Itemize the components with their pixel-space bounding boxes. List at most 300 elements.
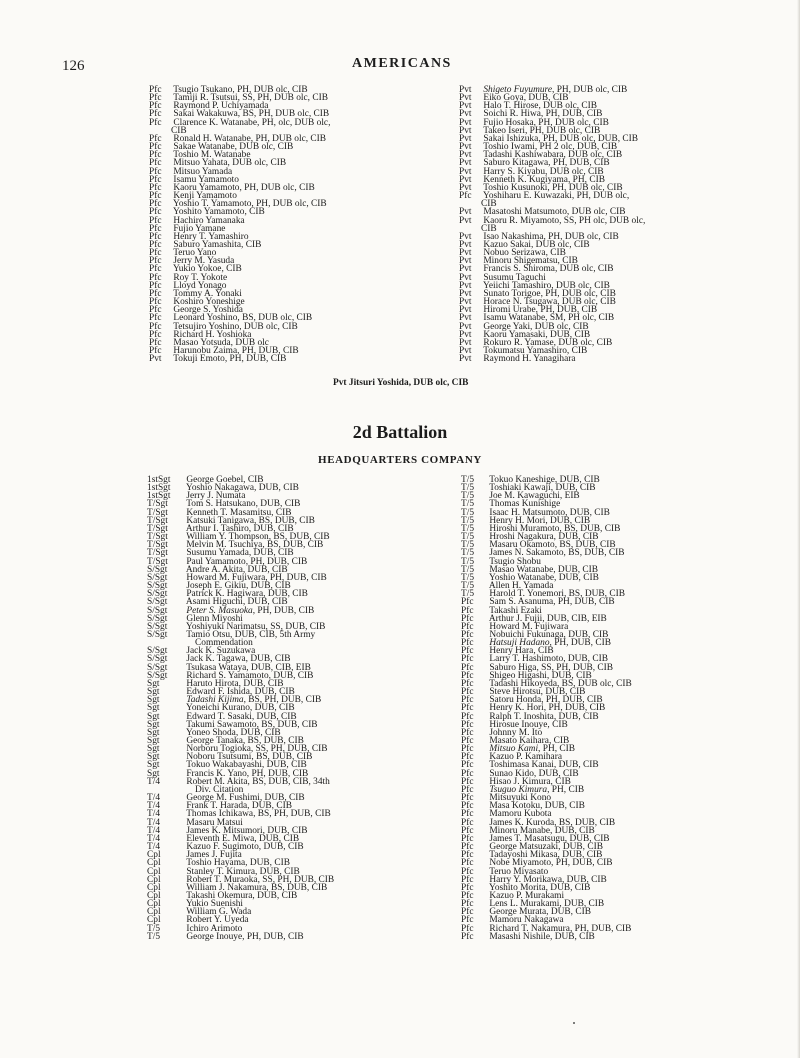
entry-text: Leonard Yoshino, BS, DUB olc, CIB [173,313,313,324]
rank-label: Pvt [459,248,472,259]
entry-text: Mitsuo Kami, PH, CIB [489,744,576,755]
rank-label: Pfc [149,231,162,242]
rank-label: T/Sgt [147,507,168,518]
rank-label: T/5 [461,499,475,510]
entry-text: Mamoru Nakagawa [489,915,564,926]
entry-text: CIB [171,125,187,136]
entry-text: Masao Watanabe, DUB, CIB [489,564,599,575]
rank-label: T/Sgt [147,523,168,534]
rank-label: T/Sgt [147,548,168,559]
entry-text: Henry H. Mori, DUB, CIB [489,515,591,526]
rank-label: Sgt [147,752,160,763]
rank-label: Pfc [149,280,162,291]
entry-text: Noboru Tsutsumi, BS, DUB, CIB [186,752,313,763]
rank-label: Pfc [149,297,162,308]
rank-label: T/5 [461,475,475,485]
entry-text: George Tanaka, BS, DUB, CIB [186,736,304,746]
roster-column-top-right [459,86,645,363]
rank-label: Sgt [147,727,160,738]
rank-label: Pfc [461,760,474,771]
entry-text: Mitsuyuki Kono [489,793,552,804]
rank-label: S/Sgt [147,670,168,681]
entry-text: Raymond H. Yanagihara [483,354,576,365]
entry-text: Toshimasa Kanai, DUB, CIB [489,760,599,771]
rank-label: Pfc [461,687,474,698]
entry-text: Minoru Shigematsu, CIB [483,256,578,267]
rank-label: T/4 [147,801,161,812]
rank-label: S/Sgt [147,581,168,592]
rank-label: T/5 [461,581,475,592]
rank-label: T/5 [461,523,475,534]
rank-label: Pfc [149,191,162,202]
rank-label: Pfc [461,784,474,795]
entry-text: Shigeto Fuyumure, PH, DUB olc, CIB [483,85,628,95]
rank-label: Pvt [459,264,472,275]
entry-text: Glenn Miyoshi [186,613,243,624]
rank-label: Pvt [149,354,162,365]
entry-text: Stanley T. Kimura, DUB, CIB [186,866,300,877]
rank-label: Pvt [459,207,472,218]
entry-text: Saburo Higa, SS, PH, DUB, CIB [489,662,614,673]
entry-text: George Inouye, PH, DUB, CIB [186,931,304,942]
rank-label: Cpl [147,915,161,926]
rank-label: Pfc [461,646,474,657]
entry-text: Lens L. Murakami, DUB, CIB [489,899,605,910]
entry-text: James K. Kuroda, BS, DUB, CIB [489,817,616,828]
entry-text: Hachiro Yamanaka [173,215,245,226]
rank-label: Pfc [461,817,474,828]
rank-label: Pfc [149,142,162,153]
rank-label: Cpl [147,899,161,910]
entry-text: Takashi Okemura, DUB, CIB [186,890,298,901]
entry-text: Tom S. Hatsukano, DUB, CIB [186,499,301,510]
rank-label: Pvt [459,272,472,283]
rank-label: Pfc [461,752,474,763]
rank-label: Pvt [459,288,472,299]
entry-text: Steve Hirotsu, DUB, CIB [489,687,586,698]
entry-text: Rokuro R. Yamase, DUB olc, CIB [483,337,613,348]
rank-label: Pfc [149,182,162,193]
rank-label: Pvt [459,313,472,324]
entry-text: Eiko Goya, DUB, CIB [483,93,569,104]
rank-label: Pfc [149,166,162,177]
roster-entry [147,933,334,941]
entry-text: Nobuo Serizawa, CIB [483,248,566,259]
rank-label: Pvt [459,101,472,112]
entry-text: Hroshi Nagakura, DUB, CIB [489,532,599,543]
rank-label: Pfc [461,605,474,616]
entry-text: Yoshito Morita, DUB, CIB [489,882,591,893]
rank-label: Pvt [459,166,472,177]
roster-footer-entry: Pvt Jitsuri Yoshida, DUB olc, CIB [333,378,469,388]
entry-text: Hiroshi Muramoto, BS, DUB, CIB [489,523,621,534]
rank-label: Pfc [461,858,474,869]
entry-text: Tadashi Kashiwabara, DUB olc, CIB [483,150,623,161]
entry-text: Yoshio T. Yamamoto, PH, DUB olc, CIB [173,199,327,210]
entry-text: George Goebel, CIB [186,475,264,485]
rank-label: Cpl [147,850,161,861]
rank-label: Pvt [459,117,472,128]
entry-text: Patrick K. Hagiwara, DUB, CIB [186,589,308,600]
entry-text: Frank T. Harada, DUB, CIB [186,801,292,812]
entry-text: Sam S. Asanuma, PH, DUB, CIB [489,597,615,608]
entry-text: Melvin M. Tsuchiya, BS, DUB, CIB [186,540,324,551]
rank-label: T/5 [461,507,475,518]
rank-label: Sgt [147,678,160,689]
rank-label: Pfc [461,907,474,918]
entry-text: CIB [481,199,497,210]
entry-text: James N. Sakamoto, BS, DUB, CIB [489,548,625,559]
entry-text: Tadashi Kijima, BS, PH, DUB, CIB [186,695,322,706]
rank-label: Pfc [461,842,474,853]
entry-text: Tadayoshi Mikasa, DUB, CIB [489,850,603,861]
rank-label: T/Sgt [147,515,168,526]
rank-label: T/5 [461,564,475,575]
entry-text: James J. Fujita [186,850,242,861]
rank-label: Pvt [459,354,472,365]
entry-text: George Yaki, DUB olc, CIB [483,321,589,332]
rank-label: Pfc [149,85,162,95]
rank-label: Pfc [149,256,162,267]
entry-text: Isaac H. Matsumoto, DUB, CIB [489,507,610,518]
rank-label: Pfc [149,313,162,324]
entry-text: Katsuki Tanigawa, BS, DUB, CIB [186,515,315,526]
entry-text: Susumu Taguchi [483,272,546,283]
entry-text: Kazuo Sakai, DUB olc, CIB [483,239,590,250]
rank-label: Pvt [459,280,472,291]
entry-text: Harry Y. Morikawa, DUB, CIB [489,874,607,885]
rank-label: S/Sgt [147,597,168,608]
entry-text: Edward F. Ishida, DUB, CIB [186,687,295,698]
entry-text: Asami Higuchi, DUB, CIB [185,597,288,608]
rank-label: Pfc [461,744,474,755]
rank-label: S/Sgt [147,589,168,600]
entry-text: Teruo Miyasato [489,866,549,877]
rank-label: Pvt [459,329,472,340]
rank-label: Pfc [461,654,474,665]
entry-text: Takashi Ezaki [489,605,542,616]
entry-text: Jerry M. Yasuda [173,256,235,267]
entry-text: Satoru Honda, PH, DUB, CIB [489,695,603,706]
rank-label: Pfc [461,662,474,673]
entry-text: Kenji Yamamoto [173,191,237,202]
rank-label: Pvt [459,256,472,267]
rank-label: Pfc [461,613,474,624]
rank-label: Sgt [147,760,160,771]
entry-text: William Y. Thompson, BS, DUB, CIB [186,532,330,543]
entry-text: Roy T. Yokote [173,272,228,283]
entry-text: Sakai Ishizuka, PH, DUB olc, DUB, CIB [483,133,639,144]
rank-label: Pfc [461,923,474,934]
rank-label: T/5 [461,572,475,583]
entry-text: Yoshiyuki Narimatsu, SS, DUB, CIB [186,621,326,632]
entry-text: Tetsujiro Yoshino, DUB olc, CIB [173,321,298,332]
rank-label: Sgt [147,703,160,714]
rank-label: S/Sgt [147,662,168,673]
rank-label: S/Sgt [147,605,168,616]
entry-text: Hiromi Urabe, PH, DUB, CIB [483,305,598,316]
rank-label: Pvt [459,85,472,95]
rank-label: Pfc [461,629,474,640]
rank-label: Pfc [149,288,162,299]
entry-text: Toshiaki Kawaji, DUB, CIB [489,483,596,494]
rank-label: T/Sgt [147,499,168,510]
entry-text: Tokuo Wakabayashi, DUB, CIB [186,760,307,771]
entry-text: Raymond P. Uchiyamada [173,101,269,112]
entry-text: Jack K. Tagawa, DUB, CIB [186,654,291,665]
entry-text: Richard H. Yoshioka [173,329,252,340]
rank-label: Cpl [147,882,161,893]
entry-text: Fujio Yamane [173,223,226,234]
entry-text: Sakai Wakakuwa, BS, PH, DUB olc, CIB [173,109,330,120]
roster-entry [149,355,330,363]
rank-label: Pfc [461,825,474,836]
rank-label: Pfc [149,248,162,259]
entry-text: Isao Nakashima, PH, DUB olc, CIB [483,231,619,242]
rank-label: S/Sgt [147,621,168,632]
rank-label: T/5 [461,548,475,559]
roster-column-top-left [149,86,330,363]
entry-text: Hatsuji Hadano, PH, DUB, CIB [489,638,611,649]
entry-text: William G. Wada [186,907,252,918]
rank-label: T/5 [461,491,475,502]
rank-label: Pvt [459,321,472,332]
print-speck [573,1022,575,1024]
page-number: 126 [62,58,85,74]
rank-label: T/4 [147,825,161,836]
rank-label: Pfc [459,191,472,202]
entry-text: Masatoshi Matsumoto, DUB olc, CIB [483,207,626,218]
rank-label: Pfc [461,703,474,714]
rank-label: 1stSgt [147,483,171,494]
entry-text: Yoshio Watanabe, DUB, CIB [489,572,599,583]
rank-label: Pfc [149,207,162,218]
entry-text: George Murata, DUB, CIB [489,907,591,918]
rank-label: Pvt [459,109,472,120]
entry-text: Arthur I. Tashiro, DUB, CIB [185,523,294,534]
rank-label: Pvt [459,93,472,104]
rank-label: Cpl [147,866,161,877]
rank-label: T/4 [147,842,161,853]
rank-label: Pvt [459,337,472,348]
rank-label: Pvt [459,133,472,144]
rank-label: S/Sgt [147,629,168,640]
rank-label: Cpl [147,907,161,918]
entry-text: Ichiro Arimoto [186,923,243,934]
entry-text: Kenneth T. Masamitsu, CIB [186,507,292,518]
rank-label: Pfc [149,346,162,356]
entry-text: Harry S. Kiyabu, DUB olc, CIB [483,166,604,177]
entry-text: Sunao Kido, DUB, CIB [489,768,579,779]
entry-text: Lloyd Yonago [173,280,227,291]
entry-text: Arthur J. Fujii, DUB, CIB, EIB [488,613,607,624]
entry-text: Sunato Torigoe, PH, DUB olc, CIB [483,288,616,299]
entry-text: Isamu Yamamoto [173,174,239,185]
rank-label: Pfc [149,329,162,340]
rank-label: Pfc [461,727,474,738]
rank-label: T/Sgt [147,532,168,543]
entry-text: Saburo Kitagawa, PH, DUB, CIB [483,158,610,169]
entry-text: Francis K. Yano, PH, DUB, CIB [186,768,309,779]
entry-text: Yoneo Shoda, DUB, CIB [186,727,281,738]
entry-text: Div. Citation [195,784,244,795]
entry-text: Masashi Nishile, DUB, CIB [489,931,595,942]
rank-label: T/5 [461,589,475,600]
entry-text: Richard S. Yamamoto, DUB, CIB [186,670,314,681]
entry-text: Toshio M. Watanabe [173,150,251,161]
entry-text: Kenneth K. Kugiyama, PH, CIB [483,174,605,185]
rank-label: Pvt [459,297,472,308]
entry-text: CIB [481,223,497,234]
rank-label: Pfc [461,793,474,804]
rank-label: T/5 [461,515,475,526]
rank-label: Pvt [459,158,472,169]
rank-label: Pfc [461,850,474,861]
entry-text: Nobuichi Fukunaga, DUB, CIB [489,629,609,640]
rank-label: Pvt [459,305,472,316]
entry-text: Francis S. Shiroma, DUB olc, CIB [483,264,614,275]
rank-label: Pfc [461,866,474,877]
rank-label: Pfc [461,736,474,746]
entry-text: Takumi Sawamoto, BS, DUB, CIB [186,719,318,730]
entry-text: Henry T. Yamashiro [173,231,249,242]
entry-text: Jerry J. Numata [186,491,246,502]
rank-label: Sgt [147,687,160,698]
entry-text: Commendation [195,638,253,649]
entry-text: Peter S. Masuoka, PH, DUB, CIB [186,605,315,616]
rank-label: Pfc [461,915,474,926]
entry-text: Tokumatsu Yamashiro, CIB [483,346,588,356]
rank-label: Pfc [461,678,474,689]
rank-label: S/Sgt [147,564,168,575]
entry-text: Howard M. Fujiwara [489,621,569,632]
rank-label: Pfc [149,117,162,128]
entry-text: Mitsuo Yamada [173,166,233,177]
entry-text: Hisao J. Kimura, CIB [489,776,571,787]
rank-label: Pfc [461,670,474,681]
entry-text: Hirosue Inouye, CIB [489,719,568,730]
entry-text: George M. Fushimi, DUB, CIB [186,793,305,804]
rank-label: T/5 [147,931,161,942]
entry-text: Shigeo Higashi, DUB, CIB [489,670,592,681]
entry-text: Robert Y. Uyeda [186,915,249,926]
rank-label: Cpl [147,874,161,885]
rank-label: Pfc [149,109,162,120]
entry-text: James T. Masatsugu, DUB, CIB [489,833,610,844]
entry-text: Yukio Yokoe, CIB [173,264,242,275]
entry-text: Masato Kaihara, CIB [489,736,570,746]
roster-entry [459,355,645,363]
rank-label: Sgt [147,736,160,746]
entry-text: Isamu Watanabe, SM, PH olc, CIB [483,313,615,324]
entry-text: Horace N. Tsugawa, DUB olc, CIB [483,297,616,308]
rank-label: Pfc [149,158,162,169]
entry-text: Takeo Iseri, PH, DUB olc, CIB [483,125,601,136]
entry-text: Edward T. Sasaki, DUB, CIB [186,711,297,722]
rank-label: Sgt [147,768,160,779]
rank-label: Sgt [147,744,160,755]
entry-text: Soichi R. Hiwa, PH, DUB, CIB [483,109,603,120]
rank-label: Pvt [459,346,472,356]
rank-label: Sgt [147,711,160,722]
roster-entry [461,933,632,941]
rank-label: Pvt [459,142,472,153]
entry-text: Tadashi Hikoyeda, BS, DUB olc, CIB [489,678,632,689]
company-title: HEADQUARTERS COMPANY [318,454,482,466]
entry-text: Thomas Kunishige [489,499,561,510]
rank-label: Sgt [147,719,160,730]
rank-label: Pfc [461,874,474,885]
entry-text: Susumu Yamada, DUB, CIB [186,548,294,559]
entry-text: Tokuo Kaneshige, DUB, CIB [489,475,600,485]
rank-label: T/Sgt [147,556,168,567]
entry-text: Tamiji R. Tsutsui, SS, PH, DUB olc, CIB [173,93,328,104]
entry-text: Sakae Watanabe, DUB olc, CIB [173,142,294,153]
running-header: AMERICANS [352,56,452,71]
entry-text: Yoshiharu E. Kuwazaki, PH, DUB olc, [483,191,630,202]
rank-label: Pfc [461,597,474,608]
entry-text: Yoneichi Kurano, DUB, CIB [186,703,295,714]
entry-text: Tsukasa Wataya, DUB, CIB, EIB [186,662,311,673]
entry-text: Tommy A. Yonaki [173,288,242,299]
rank-label: Pfc [149,223,162,234]
roster-column-bottom-right [461,476,632,941]
rank-label: Pvt [459,150,472,161]
entry-text: Robert T. Muraoka, SS, PH, DUB, CIB [186,874,335,885]
entry-text: Teruo Yano [173,248,217,259]
rank-label: 1stSgt [147,475,171,485]
rank-label: Pvt [459,125,472,136]
entry-text: James K. Mitsumori, DUB, CIB [186,825,308,836]
entry-text: Tsuguo Kimura, PH, CIB [489,784,585,795]
rank-label: T/4 [147,809,161,820]
entry-text: Paul Yamamoto, PH, DUB, CIB [186,556,308,567]
rank-label: T/4 [147,817,161,828]
entry-text: Tamio Otsu, DUB, CIB, 5th Army [186,629,316,640]
rank-label: Pfc [461,711,474,722]
entry-text: Kaoru R. Miyamoto, SS, PH olc, DUB olc, [483,215,646,226]
entry-text: Masaru Matsui [186,817,243,828]
entry-text: Fujio Hosaka, PH, DUB olc, CIB [483,117,609,128]
rank-label: Pfc [461,809,474,820]
entry-text: Yoshio Nakagawa, DUB, CIB [186,483,299,494]
entry-text: Ronald H. Watanabe, PH, DUB olc, CIB [173,133,327,144]
rank-label: Pvt [459,231,472,242]
entry-text: Robert M. Akita, BS, DUB, CIB, 34th [186,776,330,787]
rank-label: Pfc [149,239,162,250]
entry-text: Henry Hara, CIB [489,646,554,657]
entry-text: Nobe Miyamoto, PH, DUB, CIB [489,858,613,869]
rank-label: Pfc [149,321,162,332]
entry-text: Henry K. Hori, PH, DUB, CIB [489,703,606,714]
entry-text: George Matsuzaki, DUB, CIB [489,842,603,853]
rank-label: Pvt [459,239,472,250]
rank-label: Pfc [149,150,162,161]
entry-text: Mitsuo Yahata, DUB olc, CIB [173,158,287,169]
rank-label: T/4 [147,793,161,804]
entry-text: Joe M. Kawaguchi, EIB [489,491,580,502]
entry-text: Joseph E. Gikiu, DUB, CIB [186,581,291,592]
rank-label: Pfc [461,695,474,706]
rank-label: Pfc [149,93,162,104]
rank-label: S/Sgt [147,572,168,583]
rank-label: T/4 [147,833,161,844]
entry-text: Thomas Ichikawa, BS, PH, DUB, CIB [186,809,331,820]
entry-text: Tokuji Emoto, PH, DUB, CIB [173,354,287,365]
entry-text: Koshiro Yoneshige [173,297,245,308]
entry-text: Kazuo F. Sugimoto, DUB, CIB [186,842,304,853]
entry-text: Kazuo P. Kamihara [489,752,562,763]
